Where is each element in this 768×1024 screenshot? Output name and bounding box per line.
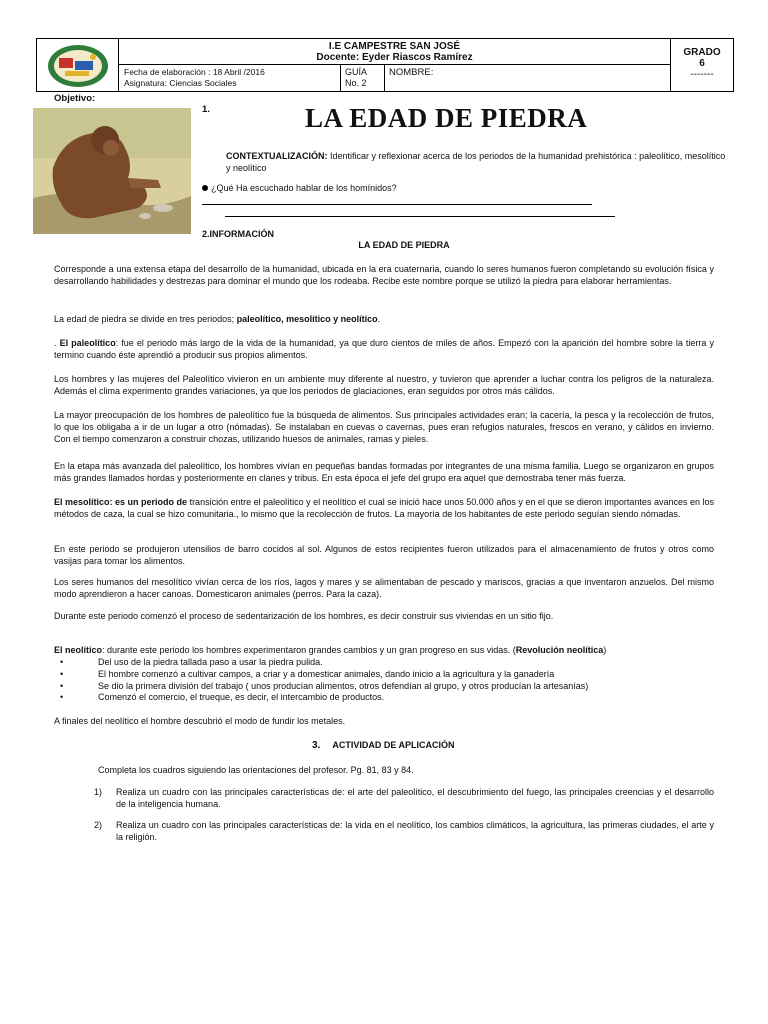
grado-cell (671, 39, 733, 91)
activity-item (94, 787, 714, 810)
paleolitico-bold: El paleolítico (59, 338, 116, 348)
header-table (36, 38, 734, 92)
question-text: ¿Qué Ha escuchado hablar de los homínidos? (211, 183, 397, 193)
neolitico-list (78, 657, 718, 704)
item-text: Realiza un cuadro con las principales características de: el arte del paleolítico, el descubrimiento del fuego, las principales creencias y el desarrollo de la inteligencia humana. (116, 787, 714, 809)
activity-number: 3. (312, 740, 321, 751)
school-logo (45, 43, 111, 89)
section-number-1: 1. (202, 104, 210, 115)
activity-heading (312, 740, 455, 751)
guia-cell (341, 65, 385, 91)
paragraph-intro: Corresponde a una extensa etapa del desarrollo de la humanidad, ubicada en la era cuaternaria, cuando lo seres humanos fueron completando su evolución física y desarrollando habilidades y destrezas para dominar el mundo que los rodeaba. Recibe este nombre porque se utilizó la piedra para elaborar herramientas. (54, 264, 714, 286)
answer-line[interactable] (202, 204, 592, 205)
list-item: • Comenzó el comercio, el trueque, es decir, el intercambio de productos. (78, 692, 718, 704)
context-text: Identificar y reflexionar acerca de los periodos de la humanidad prehistórica : paleolítico, mesolítico y neolítico (226, 151, 726, 173)
text: ) (603, 645, 607, 655)
paragraph-mesolitico (54, 496, 714, 520)
guia-number: No. 2 (345, 77, 367, 88)
logo-cell (37, 39, 119, 91)
paragraph-ambiente: Los hombres y las mujeres del Paleolítico vivieron en un ambiente muy diferente al nuestro, y tuvieron que aprender a luchar contra los peligros de la naturaleza. Además el clima experimento grandes variaciones, ya que los periodos de glaciaciones, eran seguidos por otros más cálidos. (54, 374, 714, 396)
context-label: CONTEXTUALIZACIÓN: (226, 151, 328, 161)
guia-label: GUÍA (345, 67, 368, 77)
nombre-field[interactable] (385, 65, 671, 91)
objetivo-label: Objetivo: (54, 93, 96, 104)
paragraph-paleolitico (54, 337, 714, 361)
mesolitico-bold: El mesolítico: es un periodo de (54, 497, 190, 507)
text: . (54, 338, 60, 348)
revolucion-bold: Revolución neolítica (515, 645, 604, 655)
paragraph-organizacion: En la etapa más avanzada del paleolítico, los hombres vivían en pequeñas bandas formadas por integrantes de una misma familia. Luego se organizaron en grupos más grandes llamados hordas y posteriormente en clanes y tribus. En esta época el jefe del grupo era aquel que demostraba tener más fuerza. (54, 461, 714, 483)
grado-label: GRADO (683, 47, 721, 58)
grado-blank: ------- (690, 69, 714, 80)
paragraph-utensilios: En este periodo se produjeron utensilios de barro cocidos al sol. Algunos de estos recipientes fueron utilizados para el almacenamiento de frutos y otros como vasijas para tomar los alimentos. (54, 544, 714, 566)
neolitico-bold: El neolítico (54, 645, 103, 655)
school-name: I.E CAMPESTRE SAN JOSÉ (328, 41, 461, 52)
header-info-cell (119, 65, 341, 91)
paragraph-metales: A finales del neolítico el hombre descubrió el modo de fundir los metales. (54, 716, 346, 726)
subject-text: Asignatura: Ciencias Sociales (124, 77, 237, 88)
teacher-name: Docente: Eyder Riascos Ramírez (316, 52, 473, 63)
activity-title: ACTIVIDAD DE APLICACIÓN (332, 740, 455, 750)
answer-line[interactable] (225, 216, 615, 217)
list-item: • El hombre comenzó a cultivar campos, a criar y a domesticar animales, dando inicio a la agricultura y la ganadería (78, 669, 718, 681)
text: transición entre el paleolítico y el neolítico el cual se inició hace unos 50.000 años y en el que se dieron importantes avances en los métodos de caza, la cual se hizo comunitaria., lo mismo que la recolección de frutos. La mayoría de los habitantes de este periodo seguían siendo nómadas. (54, 497, 714, 519)
header-title-cell (119, 39, 671, 65)
date-text: Fecha de elaboración : 18 Abril /2016 (124, 67, 265, 77)
text: . (377, 314, 381, 324)
caveman-illustration (33, 108, 191, 234)
list-item: • Del uso de la piedra tallada paso a usar la piedra pulida. (78, 657, 718, 669)
nombre-label: NOMBRE: (389, 67, 434, 78)
page-title: LA EDAD DE PIEDRA (305, 103, 588, 133)
list-item: • Se dio la primera división del trabajo ( unos producían alimentos, otros defendían al grupo, y otros producían la artesanías) (78, 681, 718, 693)
item-number: 2) (94, 820, 103, 830)
text: : fue el periodo más largo de la vida de la humanidad, ya que duro cientos de miles de años. Empezó con la aparición del hombre sobre la tierra y termino cuando éste aprendió a producir sus propios alimentos. (54, 338, 714, 360)
contextualizacion (226, 150, 726, 174)
paragraph-periods (54, 313, 714, 325)
paragraph-alimentos: La mayor preocupación de los hombres de paleolítico fue la búsqueda de alimentos. Sus principales actividades eran; la cacería, la pesca y la recolección de frutos, lo que los obligaba a ir de un lugar a otro (nómadas). Se instalaban en cuevas o cavernas, pues eran refugios naturales, frescos en verano, y cálidos en invierno. Con el tiempo comenzaron a construir chozas, utilizando huesos de animales, ramas y pieles. (54, 410, 714, 444)
question (202, 183, 397, 193)
periods-bold: paleolítico, mesolítico y neolítico (236, 314, 378, 324)
item-text: Realiza un cuadro con las principales características de: la vida en el neolítico, los cambios climáticos, la agricultura, las primeras ciudades, el arte y la religión. (116, 820, 714, 842)
text: La edad de piedra se divide en tres periodos; (54, 314, 237, 324)
grado-number: 6 (699, 58, 705, 69)
paragraph-neolitico (54, 644, 714, 656)
paragraph-sedentarizacion: Durante este periodo comenzó el proceso de sedentarización de los hombres, es decir construir sus viviendas en un sitio fijo. (54, 611, 554, 621)
activity-intro: Completa los cuadros siguiendo las orientaciones del profesor. Pg. 81, 83 y 84. (98, 765, 414, 775)
item-number: 1) (94, 787, 103, 797)
text: : durante este periodo los hombres experimentaron grandes cambios y un gran progreso en sus vidas. ( (102, 645, 516, 655)
activity-item (94, 820, 714, 843)
paragraph-rios: Los seres humanos del mesolítico vivían cerca de los ríos, lagos y mares y se alimentaban de pescado y mariscos, gracias a que inventaron anzuelos. Del mismo modo aprendieron a hacer canoas. Domesticaron animales (perros. Para la caza). (54, 577, 714, 599)
info-heading: 2.INFORMACIÓN (202, 229, 274, 239)
info-subheading: LA EDAD DE PIEDRA (358, 240, 450, 250)
bullet-icon (202, 185, 208, 191)
